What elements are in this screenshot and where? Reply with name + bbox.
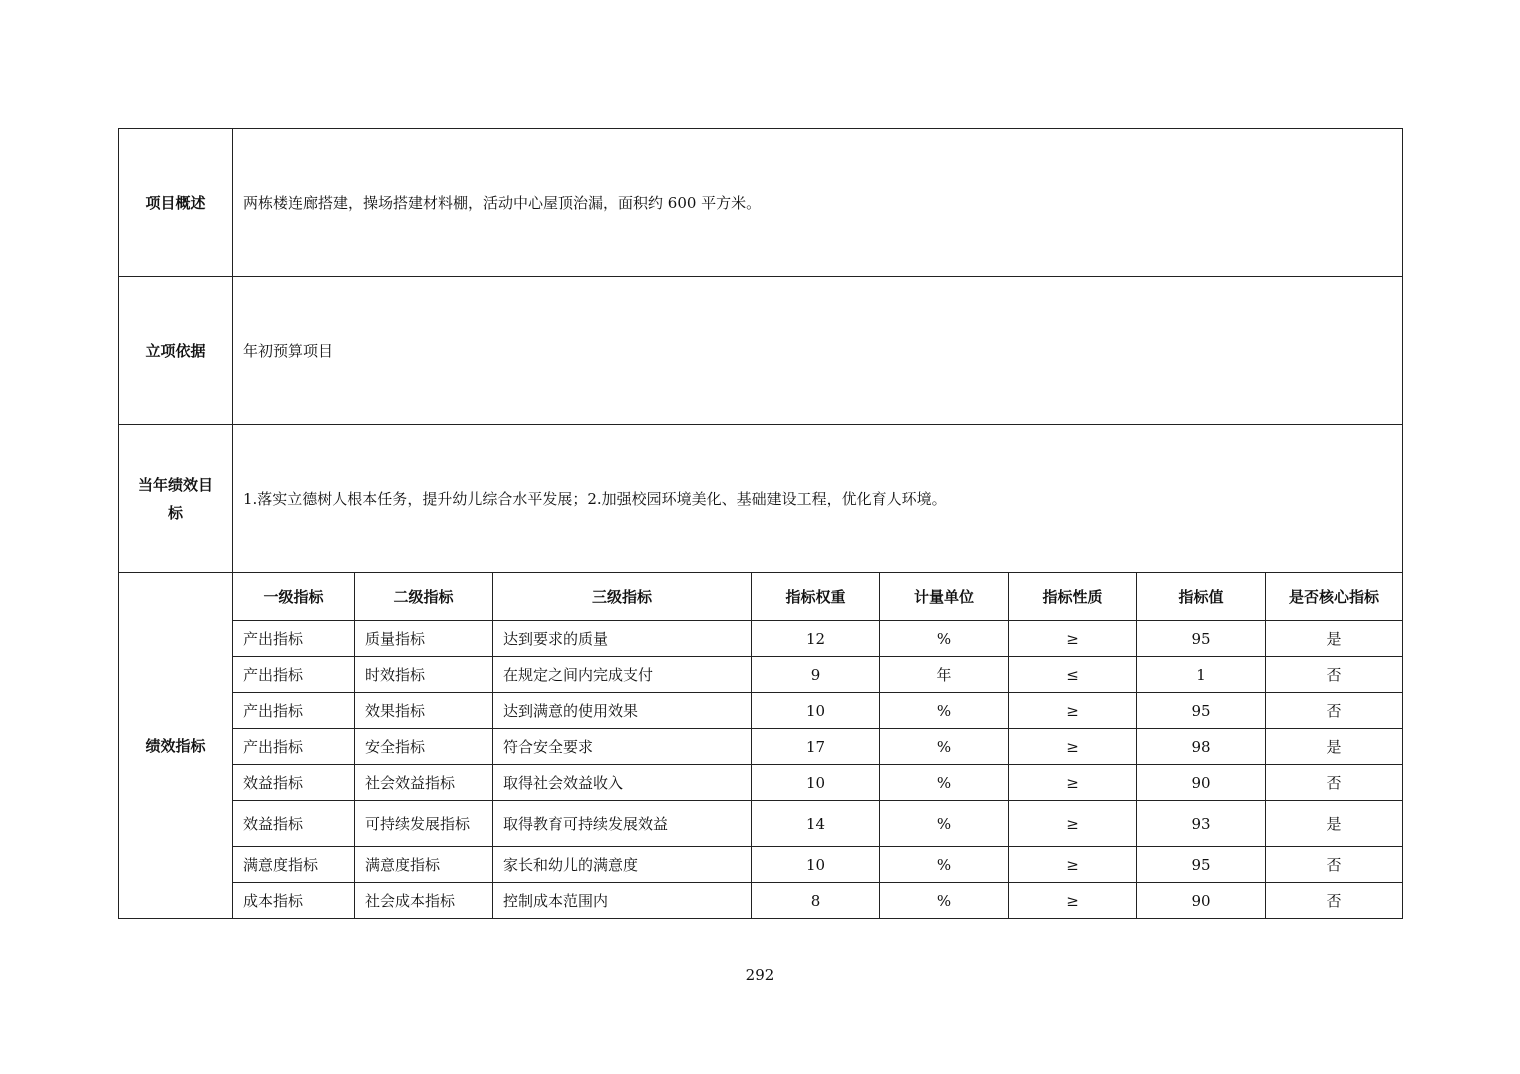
cell-level3: 控制成本范围内: [493, 883, 752, 919]
cell-level3: 达到要求的质量: [493, 621, 752, 657]
table-row: [119, 765, 1403, 801]
header-nature: 指标性质: [1009, 573, 1137, 621]
goal-row: [119, 425, 1403, 573]
cell-nature: ≥: [1009, 621, 1137, 657]
cell-weight: 12: [752, 621, 880, 657]
cell-weight: 10: [752, 847, 880, 883]
cell-weight: 17: [752, 729, 880, 765]
cell-level2: 质量指标: [355, 621, 493, 657]
table-row: [119, 729, 1403, 765]
cell-unit: %: [880, 847, 1009, 883]
cell-level2: 安全指标: [355, 729, 493, 765]
cell-unit: %: [880, 729, 1009, 765]
cell-level2: 可持续发展指标: [355, 801, 493, 847]
cell-level2: 满意度指标: [355, 847, 493, 883]
cell-level3: 取得教育可持续发展效益: [493, 801, 752, 847]
cell-core: 否: [1266, 657, 1403, 693]
header-weight: 指标权重: [752, 573, 880, 621]
overview-row: [119, 129, 1403, 277]
cell-level2: 社会成本指标: [355, 883, 493, 919]
cell-level1: 满意度指标: [233, 847, 355, 883]
cell-weight: 10: [752, 693, 880, 729]
cell-level1: 效益指标: [233, 765, 355, 801]
header-level3: 三级指标: [493, 573, 752, 621]
cell-core: 是: [1266, 729, 1403, 765]
cell-value: 95: [1137, 693, 1266, 729]
cell-weight: 8: [752, 883, 880, 919]
cell-level3: 在规定之间内完成支付: [493, 657, 752, 693]
indicator-header-row: [119, 573, 1403, 621]
overview-content: 两栋楼连廊搭建，操场搭建材料棚，活动中心屋顶治漏，面积约 600 平方米。: [233, 129, 1403, 277]
cell-level3: 家长和幼儿的满意度: [493, 847, 752, 883]
cell-core: 是: [1266, 621, 1403, 657]
cell-level1: 产出指标: [233, 693, 355, 729]
cell-value: 1: [1137, 657, 1266, 693]
cell-nature: ≥: [1009, 883, 1137, 919]
overview-label: 项目概述: [119, 129, 233, 277]
cell-level2: 效果指标: [355, 693, 493, 729]
cell-unit: %: [880, 765, 1009, 801]
header-core: 是否核心指标: [1266, 573, 1403, 621]
cell-value: 90: [1137, 883, 1266, 919]
table-row: [119, 883, 1403, 919]
header-unit: 计量单位: [880, 573, 1009, 621]
cell-value: 90: [1137, 765, 1266, 801]
cell-core: 是: [1266, 801, 1403, 847]
page-number: 292: [745, 966, 775, 984]
table-row: [119, 693, 1403, 729]
cell-unit: %: [880, 883, 1009, 919]
cell-level2: 社会效益指标: [355, 765, 493, 801]
cell-level3: 达到满意的使用效果: [493, 693, 752, 729]
cell-nature: ≤: [1009, 657, 1137, 693]
indicators-label: 绩效指标: [119, 573, 233, 919]
cell-core: 否: [1266, 765, 1403, 801]
cell-value: 95: [1137, 621, 1266, 657]
table-row: [119, 801, 1403, 847]
goal-label-line1: 当年绩效目: [137, 475, 213, 494]
header-value: 指标值: [1137, 573, 1266, 621]
table-row: [119, 847, 1403, 883]
cell-core: 否: [1266, 693, 1403, 729]
cell-weight: 9: [752, 657, 880, 693]
cell-core: 否: [1266, 847, 1403, 883]
header-level1: 一级指标: [233, 573, 355, 621]
cell-core: 否: [1266, 883, 1403, 919]
basis-label: 立项依据: [119, 277, 233, 425]
cell-unit: 年: [880, 657, 1009, 693]
performance-table: [118, 128, 1403, 919]
goal-content: 1.落实立德树人根本任务，提升幼儿综合水平发展；2.加强校园环境美化、基础建设工程，优化育人环境。: [233, 425, 1403, 573]
cell-nature: ≥: [1009, 801, 1137, 847]
cell-level3: 取得社会效益收入: [493, 765, 752, 801]
cell-value: 93: [1137, 801, 1266, 847]
cell-value: 98: [1137, 729, 1266, 765]
cell-value: 95: [1137, 847, 1266, 883]
cell-level2: 时效指标: [355, 657, 493, 693]
header-level2: 二级指标: [355, 573, 493, 621]
cell-nature: ≥: [1009, 847, 1137, 883]
cell-unit: %: [880, 621, 1009, 657]
basis-row: [119, 277, 1403, 425]
cell-nature: ≥: [1009, 729, 1137, 765]
table-row: [119, 621, 1403, 657]
cell-unit: %: [880, 693, 1009, 729]
cell-unit: %: [880, 801, 1009, 847]
cell-nature: ≥: [1009, 765, 1137, 801]
goal-label-line2: 标: [167, 503, 183, 522]
cell-level1: 产出指标: [233, 621, 355, 657]
goal-label: [119, 425, 233, 573]
cell-level3: 符合安全要求: [493, 729, 752, 765]
cell-level1: 效益指标: [233, 801, 355, 847]
basis-content: 年初预算项目: [233, 277, 1403, 425]
cell-level1: 产出指标: [233, 729, 355, 765]
cell-weight: 10: [752, 765, 880, 801]
cell-nature: ≥: [1009, 693, 1137, 729]
cell-weight: 14: [752, 801, 880, 847]
cell-level1: 成本指标: [233, 883, 355, 919]
cell-level1: 产出指标: [233, 657, 355, 693]
table-row: [119, 657, 1403, 693]
